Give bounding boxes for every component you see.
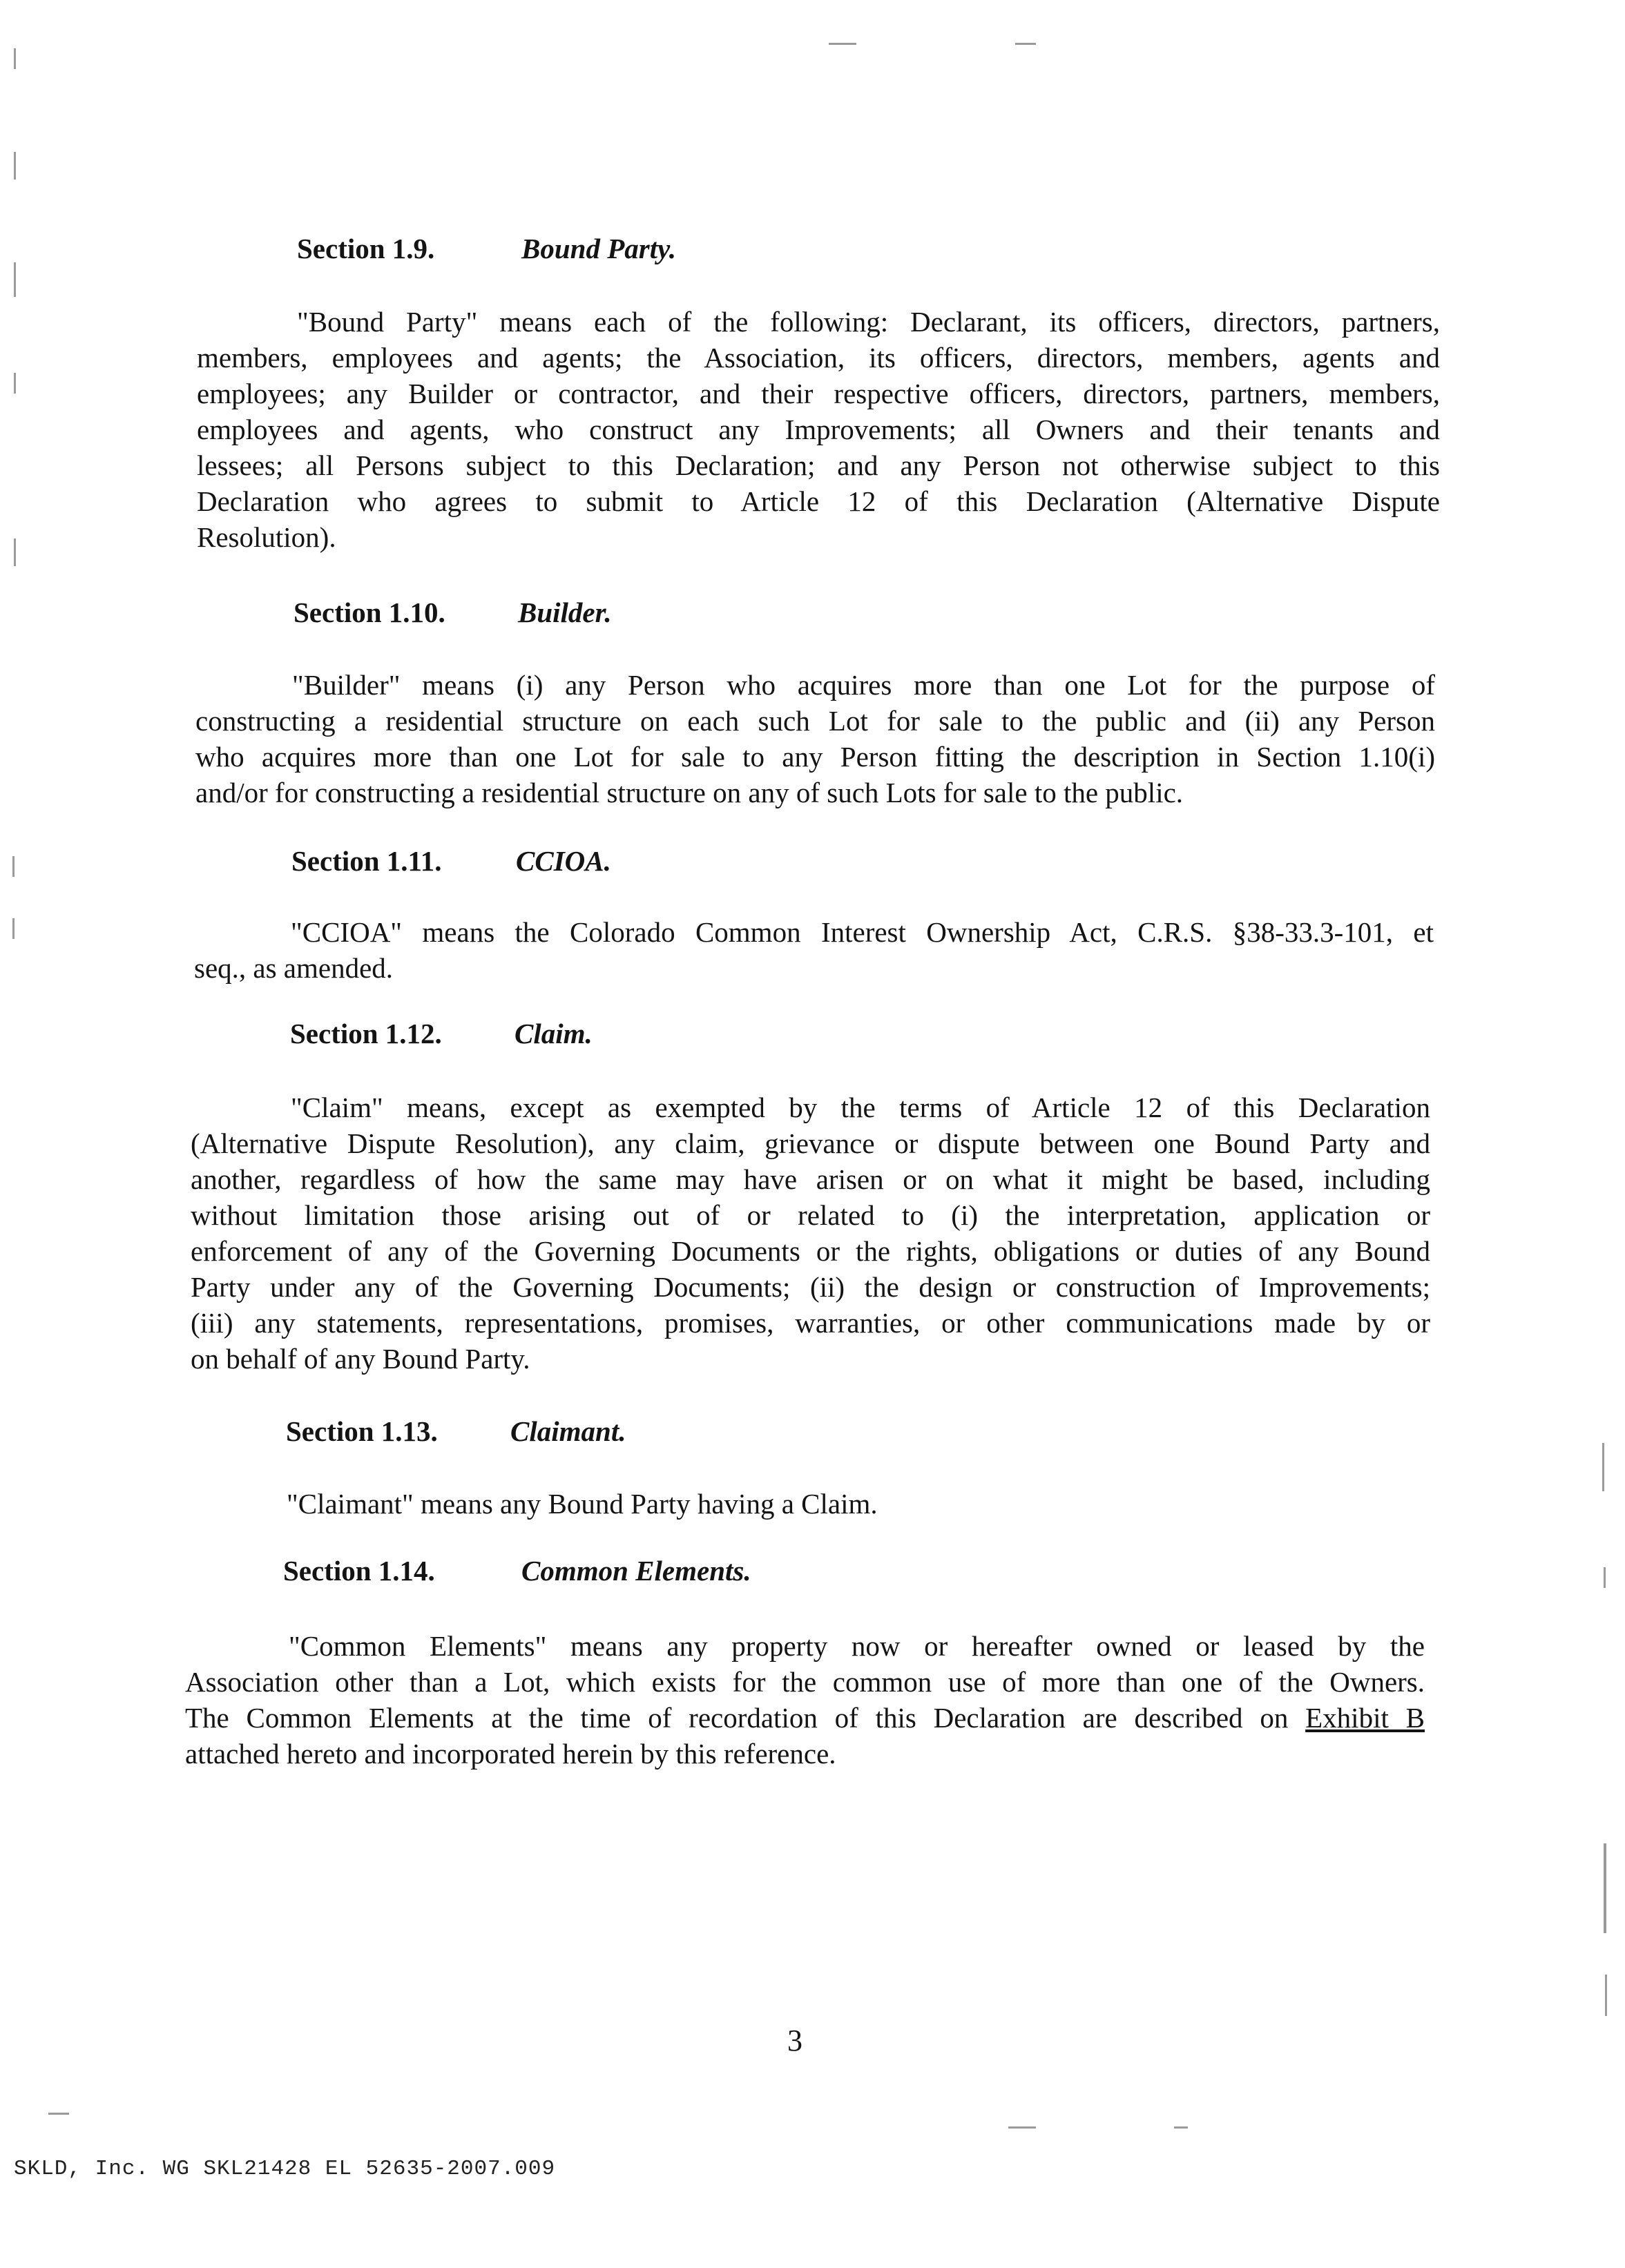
scan-mark (14, 539, 16, 566)
body-line: members, employees and agents; the Association, its officers, directors, members, agents and (197, 342, 1440, 374)
scan-mark (1015, 43, 1036, 45)
scan-mark (14, 152, 16, 180)
section-number: Section 1.11. (291, 845, 442, 877)
body-line: attached hereto and incorporated herein by this reference. (185, 1738, 836, 1770)
body-line: "Claimant" means any Bound Party having a Claim. (287, 1488, 878, 1520)
body-line: constructing a residential structure on each such Lot for sale to the public and (ii) any Person (195, 705, 1435, 737)
body-line: another, regardless of how the same may have arisen or on what it might be based, including (191, 1163, 1430, 1195)
scan-mark (48, 2113, 69, 2115)
exhibit-b-link[interactable]: Exhibit B (1305, 1702, 1425, 1734)
body-line: "Claim" means, except as exempted by the terms of Article 12 of this Declaration (291, 1092, 1430, 1123)
section-number: Section 1.9. (297, 233, 435, 264)
section-body-1-13 (186, 1486, 1426, 1522)
body-line: Association other than a Lot, which exists for the common use of more than one of the Owners. (185, 1666, 1425, 1698)
section-number: Section 1.10. (294, 597, 445, 628)
body-line: Declaration who agrees to submit to Article 12 of this Declaration (Alternative Dispute (197, 485, 1440, 517)
body-line: Party under any of the Governing Documents; (ii) the design or construction of Improvements; (191, 1271, 1430, 1303)
body-line: seq., as amended. (194, 952, 394, 984)
scan-mark (12, 856, 15, 877)
scan-mark (1604, 1567, 1606, 1588)
body-line: "CCIOA" means the Colorado Common Interest Ownership Act, C.R.S. §38-33.3-101, et (291, 916, 1434, 948)
section-number: Section 1.14. (283, 1555, 435, 1587)
scan-mark (1602, 1443, 1604, 1491)
section-title: CCIOA. (516, 845, 611, 877)
body-line-text: The Common Elements at the time of recordation of this Declaration are described on (185, 1702, 1289, 1734)
section-body-1-9 (197, 304, 1440, 555)
body-line: employees; any Builder or contractor, and their respective officers, directors, partners, members, (197, 378, 1440, 409)
body-line: without limitation those arising out of or related to (i) the interpretation, application or (191, 1199, 1430, 1231)
scan-mark (12, 918, 15, 939)
section-body-1-11 (194, 914, 1434, 986)
scan-mark (829, 43, 856, 45)
section-title: Builder. (518, 597, 612, 628)
body-line: on behalf of any Bound Party. (191, 1343, 530, 1375)
body-line: and/or for constructing a residential structure on any of such Lots for sale to the public. (195, 777, 1184, 808)
section-heading-1-12 (290, 1016, 593, 1051)
body-line: Resolution). (197, 521, 336, 553)
section-title: Common Elements. (521, 1555, 751, 1587)
scan-mark (1008, 2126, 1036, 2129)
section-heading-1-9 (297, 231, 676, 266)
body-line: "Common Elements" means any property now or hereafter owned or leased by the (289, 1630, 1425, 1662)
page-number: 3 (787, 2024, 802, 2057)
body-line: (Alternative Dispute Resolution), any claim, grievance or dispute between one Bound Party and (191, 1127, 1430, 1159)
section-heading-1-14 (283, 1553, 751, 1588)
body-line: lessees; all Persons subject to this Declaration; and any Person not otherwise subject to this (197, 449, 1440, 481)
section-body-1-12 (191, 1089, 1430, 1377)
scan-mark (1605, 1975, 1607, 2016)
body-line: enforcement of any of the Governing Documents or the rights, obligations or duties of any Bound (191, 1235, 1430, 1267)
section-heading-1-10 (294, 595, 612, 630)
section-number: Section 1.13. (286, 1415, 438, 1447)
section-heading-1-13 (286, 1414, 626, 1448)
body-line: "Bound Party" means each of the following: Declarant, its officers, directors, partners, (297, 306, 1440, 338)
section-heading-1-11 (291, 844, 611, 878)
body-line: (iii) any statements, representations, promises, warranties, or other communications made by or (191, 1307, 1430, 1339)
section-body-1-14 (185, 1628, 1425, 1772)
body-line-with-link (185, 1700, 1425, 1736)
document-footer: SKLD, Inc. WG SKL21428 EL 52635-2007.009 (14, 2157, 556, 2181)
scan-mark (1604, 1843, 1606, 1933)
scan-mark (14, 262, 16, 297)
section-body-1-10 (195, 667, 1435, 811)
section-title: Bound Party. (521, 233, 677, 264)
scan-mark (14, 373, 16, 394)
body-line: who acquires more than one Lot for sale to any Person fitting the description in Section 1.10(i) (195, 741, 1435, 773)
section-title: Claim. (515, 1018, 593, 1049)
body-line: "Builder" means (i) any Person who acquires more than one Lot for the purpose of (292, 669, 1435, 701)
scan-mark (14, 48, 16, 69)
scan-mark (1174, 2126, 1188, 2129)
section-number: Section 1.12. (290, 1018, 442, 1049)
body-line: employees and agents, who construct any Improvements; all Owners and their tenants and (197, 414, 1440, 445)
section-title: Claimant. (510, 1415, 626, 1447)
